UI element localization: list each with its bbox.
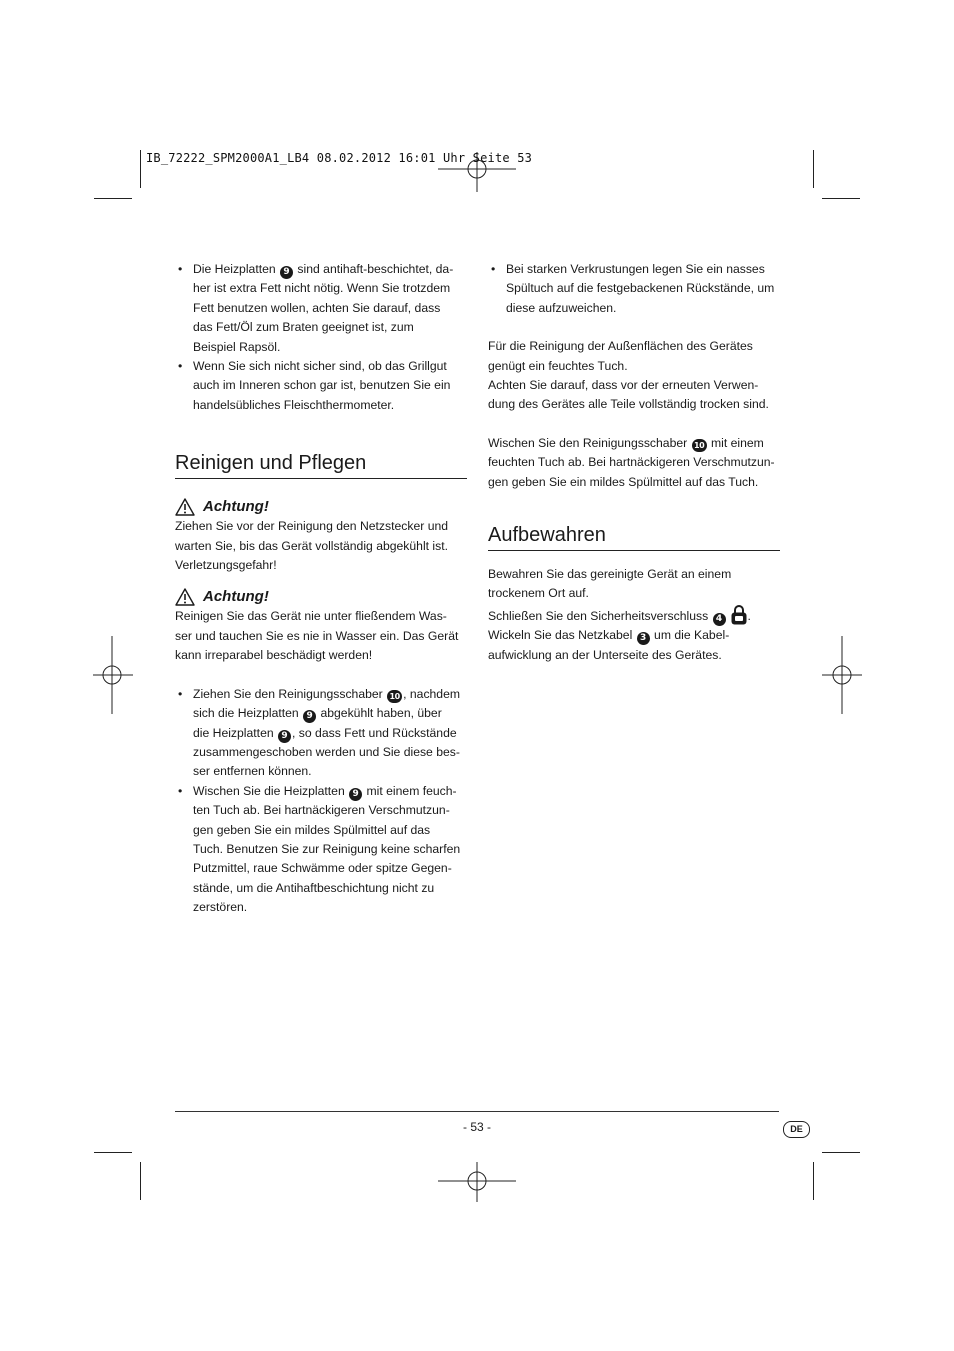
text-line: kann irreparabel beschädigt werden! [175, 648, 373, 663]
crop-mark [140, 1162, 141, 1200]
text-run: Wischen Sie den Reinigungsschaber [488, 435, 691, 450]
text-run: feuchten Tuch ab. Bei hartnäckigeren Verschmutzun- [488, 455, 775, 470]
text-run: Spültuch auf die festgebackenen Rückstände, um [506, 281, 775, 296]
text-run: Ziehen Sie den Reinigungsschaber [193, 686, 387, 701]
warning-heading [175, 587, 467, 607]
crop-mark [140, 150, 141, 188]
page-number: - 53 - [462, 1120, 491, 1134]
warning-title: Achtung! [203, 588, 269, 606]
warning-title: Achtung! [203, 498, 269, 516]
crop-mark [813, 1162, 814, 1200]
reference-number-badge: 10 [692, 439, 707, 452]
warning-triangle-icon [175, 498, 195, 516]
warning-block [175, 587, 467, 665]
warning-text [175, 607, 467, 665]
text-run: Wickeln Sie das Netzkabel [488, 628, 636, 643]
text-run: gen geben Sie ein mildes Spülmittel auf das Tuch. [488, 474, 759, 489]
text-run: um die Kabel- [650, 628, 730, 643]
text-line: genügt ein feuchtes Tuch. [488, 358, 628, 373]
text-run: aufwicklung an der Unterseite des Gerätes. [488, 647, 722, 662]
paragraph-exterior [488, 337, 780, 415]
text-run: her ist extra Fett nicht nötig. Wenn Sie trotzdem [193, 281, 451, 296]
registration-mark-left [93, 636, 133, 714]
text-run: die Heizplatten [193, 725, 278, 740]
cleaning-bullet-list [175, 685, 467, 918]
text-run: ser entfernen können. [193, 764, 312, 779]
right-column [488, 260, 780, 665]
text-line: dung des Gerätes alle Teile vollständig trocken sind. [488, 397, 769, 412]
text-run: Wenn Sie sich nicht sicher sind, ob das Grillgut [193, 359, 447, 374]
warning-block [175, 497, 467, 575]
warning-heading [175, 497, 467, 517]
reference-number-badge: 9 [280, 266, 293, 279]
warning-text [175, 517, 467, 575]
text-run: zerstören. [193, 900, 248, 915]
section-title-storage: Aufbewahren [488, 523, 780, 551]
list-item [175, 685, 467, 782]
paragraph-scraper [488, 434, 780, 492]
text-run: abgekühlt haben, über [317, 706, 442, 721]
reference-number-badge: 10 [387, 690, 402, 703]
text-run: mit einem feuch- [363, 783, 457, 798]
text-run: zusammengeschoben werden und Sie diese bes- [193, 744, 460, 759]
text-run: Putzmittel, raue Schwämme oder spitze Gegen- [193, 861, 452, 876]
text-run: Tuch. Benutzen Sie zur Reinigung keine scharfen [193, 841, 461, 856]
text-run: Fett benutzen wollen, achten Sie darauf, dass [193, 300, 441, 315]
text-run: Schließen Sie den Sicherheitsverschluss [488, 608, 712, 623]
text-run: auch im Inneren schon gar ist, benutzen Sie ein [193, 378, 451, 393]
text-run: mit einem [707, 435, 764, 450]
reference-number-badge: 4 [713, 613, 726, 626]
reference-number-badge: 9 [278, 730, 291, 743]
list-item [488, 260, 780, 318]
crop-mark [94, 1152, 132, 1153]
text-run: Beispiel Rapsöl. [193, 339, 281, 354]
list-item [175, 260, 467, 357]
text-run: handelsübliches Fleischthermometer. [193, 397, 395, 412]
registration-mark-right [822, 636, 862, 714]
text-run: , so dass Fett und Rückstände [292, 725, 457, 740]
lock-icon [730, 604, 748, 626]
language-badge: DE [783, 1121, 810, 1138]
text-line: Für die Reinigung der Außenflächen des Gerätes [488, 339, 753, 354]
text-run: . [747, 608, 751, 623]
text-line: Verletzungsgefahr! [175, 558, 277, 573]
list-item [175, 357, 467, 415]
crop-mark [94, 198, 132, 199]
registration-mark-bottom [438, 1162, 516, 1202]
text-run: Wischen Sie die Heizplatten [193, 783, 349, 798]
left-column [175, 260, 467, 918]
text-line: ser und tauchen Sie es nie in Wasser ein. Das Gerät [175, 628, 459, 643]
crop-mark [813, 150, 814, 188]
text-line: Ziehen Sie vor der Reinigung den Netzstecker und [175, 519, 449, 534]
crop-mark [822, 1152, 860, 1153]
text-line: Reinigen Sie das Gerät nie unter fließendem Was- [175, 609, 447, 624]
text-run: trockenem Ort auf. [488, 586, 589, 601]
text-line: warten Sie, bis das Gerät vollständig abgekühlt ist. [175, 538, 449, 553]
section-title-cleaning: Reinigen und Pflegen [175, 451, 467, 479]
paragraph-storage [488, 565, 780, 665]
list-item [175, 782, 467, 918]
footer-rule [175, 1111, 779, 1112]
text-line: Achten Sie darauf, dass vor der erneuten Verwen- [488, 378, 759, 393]
text-run: das Fett/Öl zum Braten geeignet ist, zum [193, 320, 414, 335]
reference-number-badge: 3 [637, 632, 650, 645]
text-run: Bei starken Verkrustungen legen Sie ein nasses [506, 262, 765, 276]
text-run: Die Heizplatten [193, 262, 280, 276]
text-run: gen geben Sie ein mildes Spülmittel auf das [193, 822, 431, 837]
reference-number-badge: 9 [349, 788, 362, 801]
right-bullet-list [488, 260, 780, 318]
intro-bullet-list [175, 260, 467, 415]
text-run: ten Tuch ab. Bei hartnäckigeren Verschmutzun- [193, 803, 450, 818]
print-slug: IB_72222_SPM2000A1_LB4 08.02.2012 16:01 Uhr Seite 53 [146, 151, 533, 165]
warning-triangle-icon [175, 588, 195, 606]
reference-number-badge: 9 [303, 710, 316, 723]
text-run: sind antihaft-beschichtet, da- [294, 262, 454, 276]
text-run: stände, um die Antihaftbeschichtung nicht zu [193, 880, 435, 895]
crop-mark [822, 198, 860, 199]
text-run: sich die Heizplatten [193, 706, 303, 721]
text-run: , nachdem [403, 686, 461, 701]
text-run: diese aufzuweichen. [506, 300, 617, 315]
text-run: Bewahren Sie das gereinigte Gerät an einem [488, 567, 732, 582]
